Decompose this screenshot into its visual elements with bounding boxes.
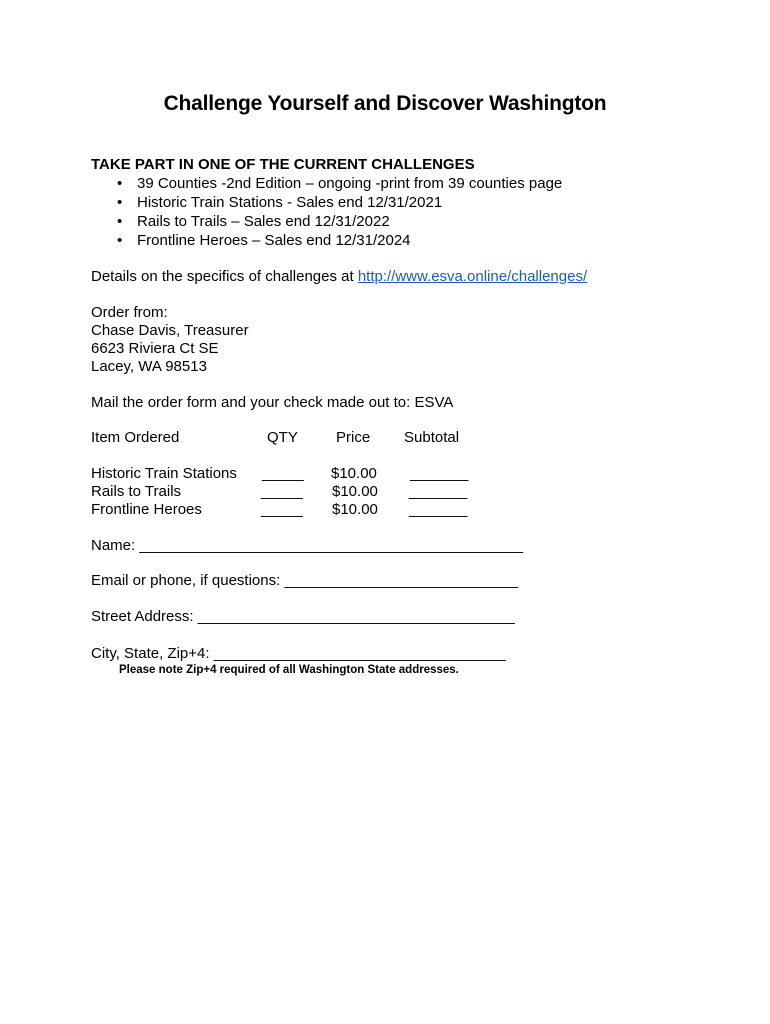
row-price: $10.00 [331,465,377,482]
order-from-label: Order from: [91,304,168,321]
list-item [91,212,562,231]
details-text: Details on the specifics of challenges at [91,268,358,285]
list-item [91,231,562,250]
challenge-39-counties: 39 Counties -2nd Edition – ongoing -print from 39 counties page [137,175,563,192]
zip-note: Please note Zip+4 required of all Washington State addresses. [119,664,459,676]
header-qty: QTY [267,429,298,446]
row-qty-blank[interactable]: _____ [261,501,303,518]
name-field[interactable]: Name: ______________________________________________ [91,537,524,554]
bullet-icon: • [117,213,123,230]
row-subtotal-blank[interactable]: _______ [410,465,469,482]
details-line [91,268,587,286]
treasurer-name: Chase Davis, Treasurer [91,322,249,339]
challenges-heading: TAKE PART IN ONE OF THE CURRENT CHALLENGES [91,156,475,173]
treasurer-city: Lacey, WA 98513 [91,358,207,375]
row-item-historic-train-stations: Historic Train Stations [91,465,237,482]
row-qty-blank[interactable]: _____ [262,465,304,482]
list-item [91,174,562,193]
treasurer-street: 6623 Riviera Ct SE [91,340,219,357]
header-item-ordered: Item Ordered [91,429,180,446]
page-title: Challenge Yourself and Discover Washington [163,92,607,115]
bullet-icon: • [117,232,123,249]
challenge-frontline-heroes: Frontline Heroes – Sales end 12/31/2024 [137,232,411,249]
city-state-zip-field[interactable]: City, State, Zip+4: ___________________________________ [91,645,506,662]
row-subtotal-blank[interactable]: _______ [409,483,468,500]
row-price: $10.00 [332,483,378,500]
email-phone-field[interactable]: Email or phone, if questions: ____________________________ [91,572,519,589]
row-subtotal-blank[interactable]: _______ [409,501,468,518]
row-item-frontline-heroes: Frontline Heroes [91,501,202,518]
row-item-rails-to-trails: Rails to Trails [91,483,182,500]
challenge-historic-train-stations: Historic Train Stations - Sales end 12/31/2021 [137,194,443,211]
header-subtotal: Subtotal [404,429,460,446]
header-price: Price [336,429,371,446]
row-qty-blank[interactable]: _____ [261,483,303,500]
row-price: $10.00 [332,501,378,518]
bullet-icon: • [117,175,123,192]
list-item [91,193,562,212]
challenge-list [91,174,562,250]
challenges-link[interactable]: http://www.esva.online/challenges/ [357,268,588,285]
challenge-rails-to-trails: Rails to Trails – Sales end 12/31/2022 [137,213,390,230]
mail-instructions: Mail the order form and your check made out to: ESVA [91,394,454,411]
street-address-field[interactable]: Street Address: ______________________________________ [91,608,515,625]
bullet-icon: • [117,194,123,211]
